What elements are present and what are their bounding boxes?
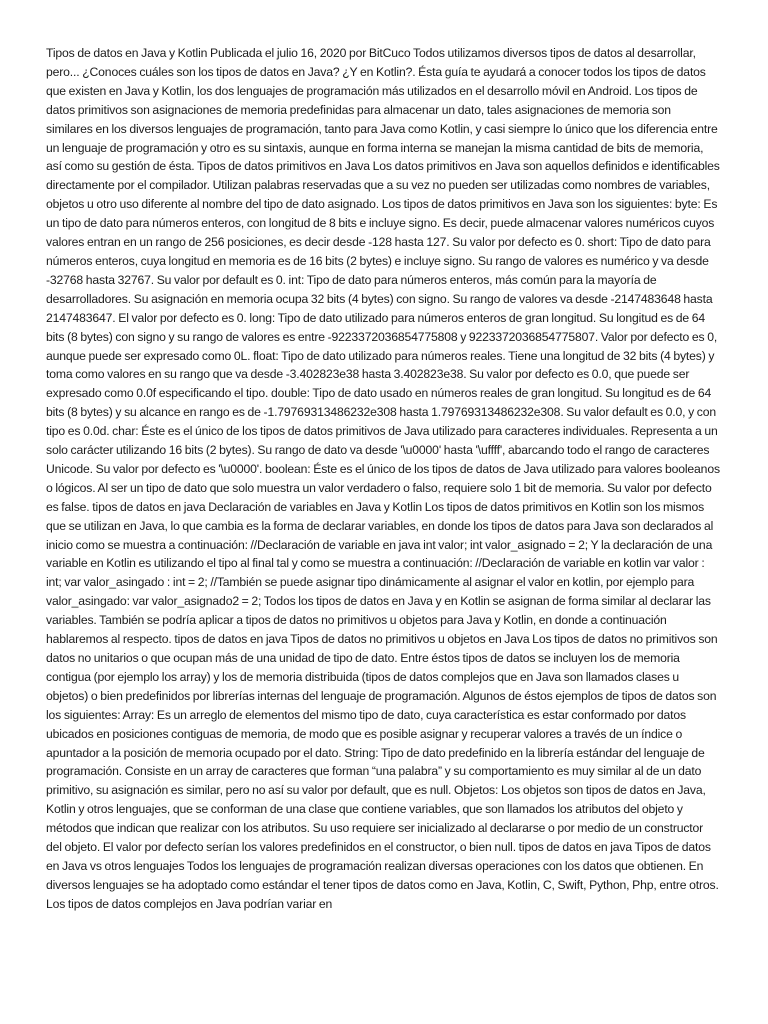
body-paragraph: Tipos de datos en Java y Kotlin Publicada el julio 16, 2020 por BitCuco Todos utilizamos diversos tipos de datos al desarrollar, pero... ¿Conoces cuáles son los tipos de datos en Java? ¿Y en Kotlin?. Ésta guía te ayudará a conocer todos los tipos de datos que existen en Java y Kotlin, los dos lenguajes de programación más utilizados en el desarrollo móvil en Android. Los tipos de datos primitivos son asignaciones de memoria predefinidas para almacenar un dato, tales asignaciones de memoria son similares en los diversos lenguajes de programación, tanto para Java como Kotlin, y casi siempre lo único que los diferencia entre un lenguaje de programación y otro es su sintaxis, aunque en forma interna se manejan la misma cantidad de bits de memoria, así como su gestión de ésta. Tipos de datos primitivos en Java Los datos primitivos en Java son aquellos definidos e identificables directamente por el compilador. Utilizan palabras reservadas que a su vez no pueden ser utilizadas como nombres de variables, objetos u otro uso diferente al nombre del tipo de dato asignado. Los tipos de datos primitivos en Java son los siguientes: byte: Es un tipo de dato para números enteros, con longitud de 8 bits e incluye signo. Es decir, puede almacenar valores numéricos cuyos valores entran en un rango de 256 posiciones, es decir desde -128 hasta 127. Su valor por defecto es 0. short: Tipo de dato para números enteros, cuya longitud en memoria es de 16 bits (2 bytes) e incluye signo. Su rango de valores es numérico y va desde -32768 hasta 32767. Su valor por default es 0. int: Tipo de dato para números enteros, más común para la mayoría de desarrolladores. Su asignación en memoria ocupa 32 bits (4 bytes) con signo. Su rango de valores va desde -2147483648 hasta 2147483647. El valor por defecto es 0. long: Tipo de dato utilizado para números enteros de gran longitud. Su longitud es de 64 bits (8 bytes) con signo y su rango de valores es entre -9223372036854775808 y 9223372036854775807. Valor por defecto es 0, aunque puede ser expresado como 0L. float: Tipo de dato utilizado para números reales. Tiene una longitud de 32 bits (4 bytes) y toma como valores en su rango que va desde -3.402823e38 hasta 3.402823e38. Su valor por defecto es 0.0, que puede ser expresado como 0.0f especificando el tipo. double: Tipo de dato usado en números reales de gran longitud. Su longitud es de 64 bits (8 bytes) y su alcance en rango es de -1.79769313486232e308 hasta 1.79769313486232e308. Su valor default es 0.0, y con tipo es 0.0d. char: Éste es el único de los tipos de datos primitivos de Java utilizado para caracteres individuales. Representa a un solo carácter utilizando 16 bits (2 bytes). Su rango de dato va desde '\u0000' hasta '\uffff', abarcando todo el rango de caracteres Unicode. Su valor por defecto es '\u0000'. boolean: Éste es el único de los tipos de datos de Java utilizado para valores booleanos o lógicos. Al ser un tipo de dato que solo muestra un valor verdadero o falso, requiere solo 1 bit de memoria. Su valor por defecto es false. tipos de datos en java Declaración de variables en Java y Kotlin Los tipos de datos primitivos en Kotlin son los mismos que se utilizan en Java, lo que cambia es la forma de declarar variables, en donde los tipos de datos para Java son declarados al inicio como se muestra a continuación: //Declaración de variable en java int valor; int valor_asignado = 2; Y la declaración de una variable en Kotlin es utilizando el tipo al final tal y como se muestra a continuación: //Declaración de variable en kotlin var valor : int; var valor_asingado : int = 2; //También se puede asignar tipo dinámicamente al asignar el valor en kotlin, por ejemplo para valor_asingado: var valor_asignado2 = 2; Todos los tipos de datos en Java y en Kotlin se asignan de forma similar al declarar las variables. También se podría aplicar a tipos de datos no primitivos u objetos para Java y Kotlin, en donde a continuación hablaremos al respecto. tipos de datos en java Tipos de datos no primitivos u objetos en Java Los tipos de datos no primitivos son datos no unitarios o que ocupan más de una unidad de tipo de dato. Entre éstos tipos de datos se incluyen los de memoria contigua (por ejemplo los array) y los de memoria distribuida (tipos de datos complejos que en Java son llamados clases u objetos) o bien predefinidos por librerías internas del lenguaje de programación. Algunos de éstos ejemplos de tipos de datos son los siguientes: Array: Es un arreglo de elementos del mismo tipo de dato, cuya característica es estar conformado por datos ubicados en posiciones contiguas de memoria, de modo que es posible asignar y recuperar valores a través de un índice o apuntador a la posición de memoria ocupado por el dato. String: Tipo de dato predefinido en la librería estándar del lenguaje de programación. Consiste en un array de caracteres que forman “una palabra” y su comportamiento es muy similar al de un dato primitivo, su asignación es similar, pero no así su valor por default, que es null. Objetos: Los objetos son tipos de datos en Java, Kotlin y otros lenguajes, que se conforman de una clase que contiene variables, que son llamados los atributos del objeto y métodos que indican que realizar con los atributos. Su uso requiere ser inicializado al declararse o por medio de un constructor del objeto. El valor por defecto serían los valores predefinidos en el constructor, o bien null. tipos de datos en java Tipos de datos en Java vs otros lenguajes Todos los lenguajes de programación realizan diversas operaciones con los datos que obtienen. En diversos lenguajes se ha adoptado como estándar el tener tipos de datos como en Java, Kotlin, C, Swift, Python, Php, entre otros. Los tipos de datos complejos en Java podrían variar en [46, 46, 720, 911]
